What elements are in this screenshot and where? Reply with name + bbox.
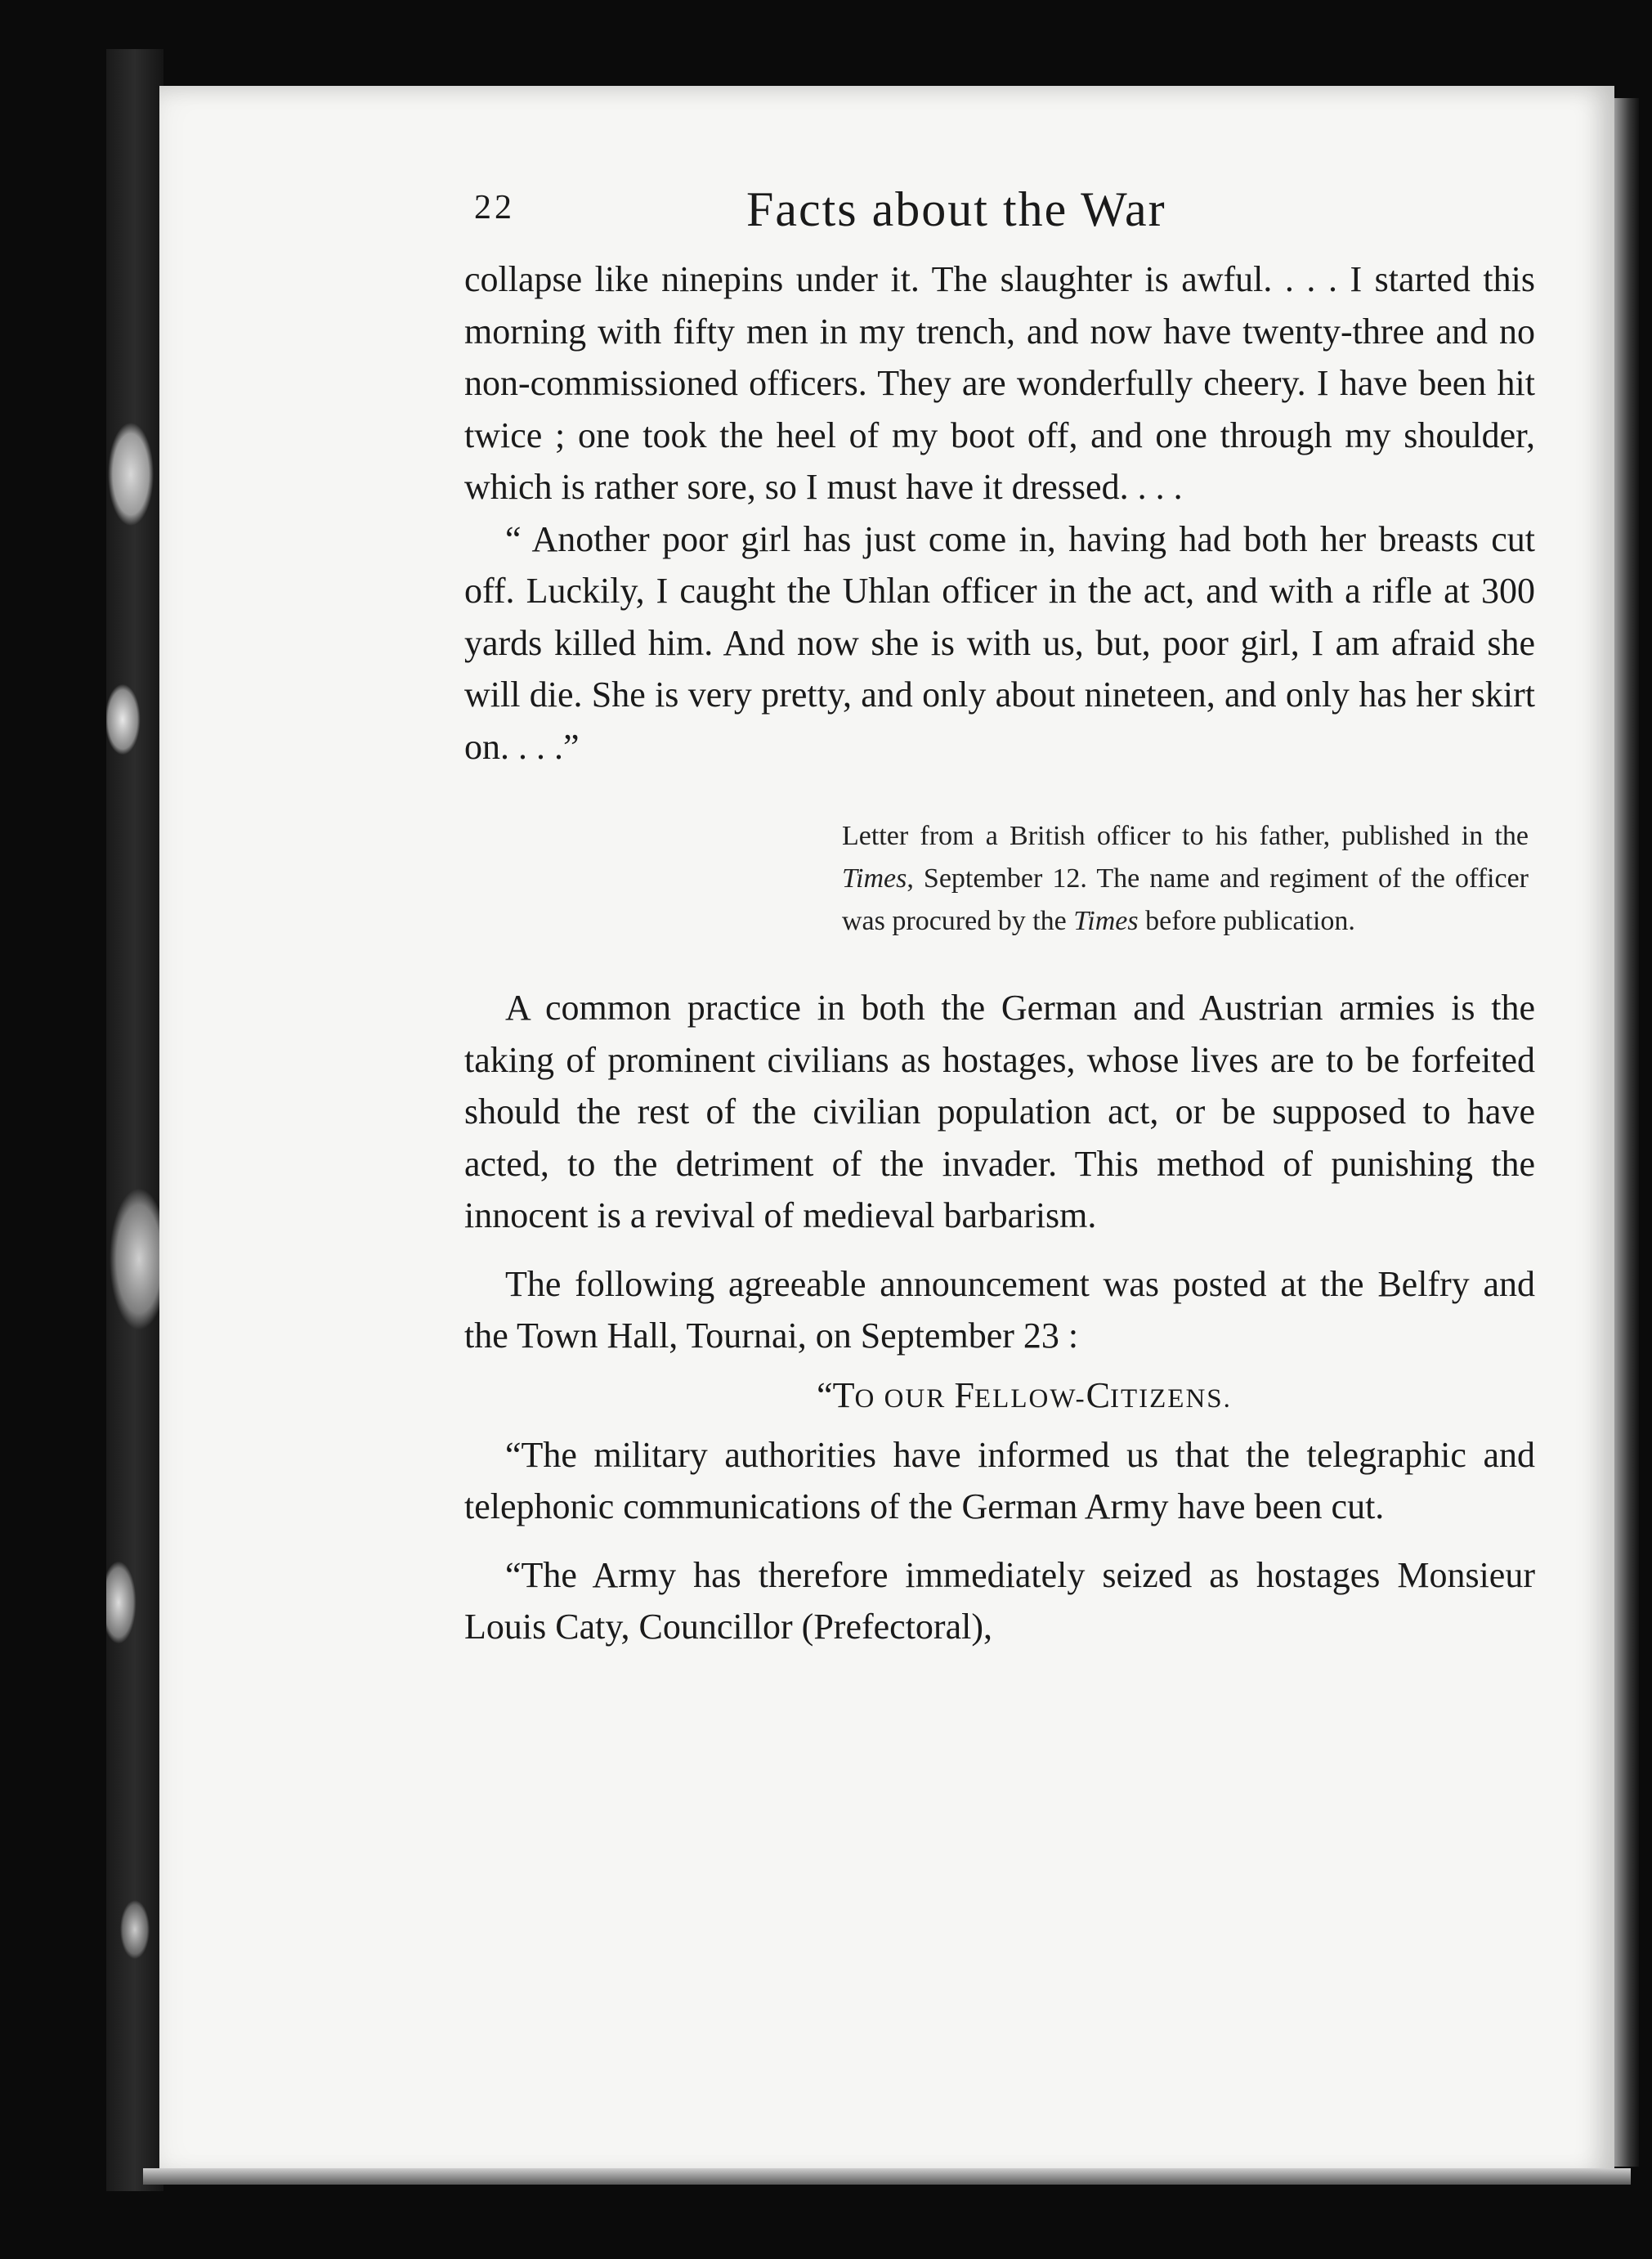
notice-paragraph-2: “The Army has therefore immediately seized as hostages Monsieur Louis Caty, Councillor (Prefectoral),	[464, 1554, 1535, 1647]
notice-paragraph-1: “The military authorities have informed us that the telegraphic and telephonic communications of the German Army have been cut.	[464, 1434, 1535, 1526]
running-header	[464, 182, 1535, 253]
notice-heading-f: F	[954, 1374, 975, 1415]
body-paragraph-4: The following agreeable announcement was posted at the Belfry and the Town Hall, Tournai, on September 23 :	[464, 1263, 1535, 1356]
page-text-block	[464, 182, 1535, 1653]
page-edge-right	[1614, 98, 1639, 2167]
page-number: 22	[474, 189, 515, 226]
page-edge-bottom	[143, 2168, 1631, 2185]
source-citation	[842, 815, 1529, 943]
body-paragraph-3: A common practice in both the German and Austrian armies is the taking of prominent civilians as hostages, whose lives are to be forfeited should the rest of the civilian population act, or be supposed to have acted, to the detriment of the invader. This method of punishing the innocent is a revival of medieval barbarism.	[464, 988, 1535, 1235]
notice-heading-itizens: ITIZENS.	[1110, 1383, 1232, 1414]
caption-text-2: , September 12. The name and regiment of the officer was procured by the	[842, 863, 1529, 936]
marbled-binding	[106, 49, 163, 2191]
notice-heading-ellow: ELLOW-	[974, 1383, 1086, 1414]
notice-heading-open: “T	[817, 1374, 855, 1415]
caption-times-1: Times	[842, 863, 907, 894]
body-paragraph-1: collapse like ninepins under it. The slaughter is awful. . . . I started this morning with fifty men in my trench, and now have twenty-three and no non-commissioned officers. They are wonderfully cheery. I have been hit twice ; one took the heel of my boot off, and one through my shoulder, which is rather sore, so I must have it dressed. . . .	[464, 259, 1535, 507]
body-paragraph-2: “ Another poor girl has just come in, having had both her breasts cut off. Luckily, I caught the Uhlan officer in the act, and with a rifle at 300 yards killed him. And now she is with us, but, poor girl, I am afraid she will die. She is very pretty, and only about nineteen, and only has her skirt on. . . .”	[464, 518, 1535, 767]
notice-heading-c: C	[1086, 1374, 1110, 1415]
caption-times-2: Times	[1073, 906, 1139, 936]
running-title: Facts about the War	[746, 182, 1166, 236]
caption-text-3: before publication.	[1138, 906, 1355, 936]
notice-heading-o: O	[854, 1383, 884, 1414]
notice-heading	[513, 1365, 1535, 1429]
caption-text-1: Letter from a British officer to his father, published in the	[842, 821, 1529, 851]
notice-heading-our: OUR	[884, 1383, 955, 1414]
